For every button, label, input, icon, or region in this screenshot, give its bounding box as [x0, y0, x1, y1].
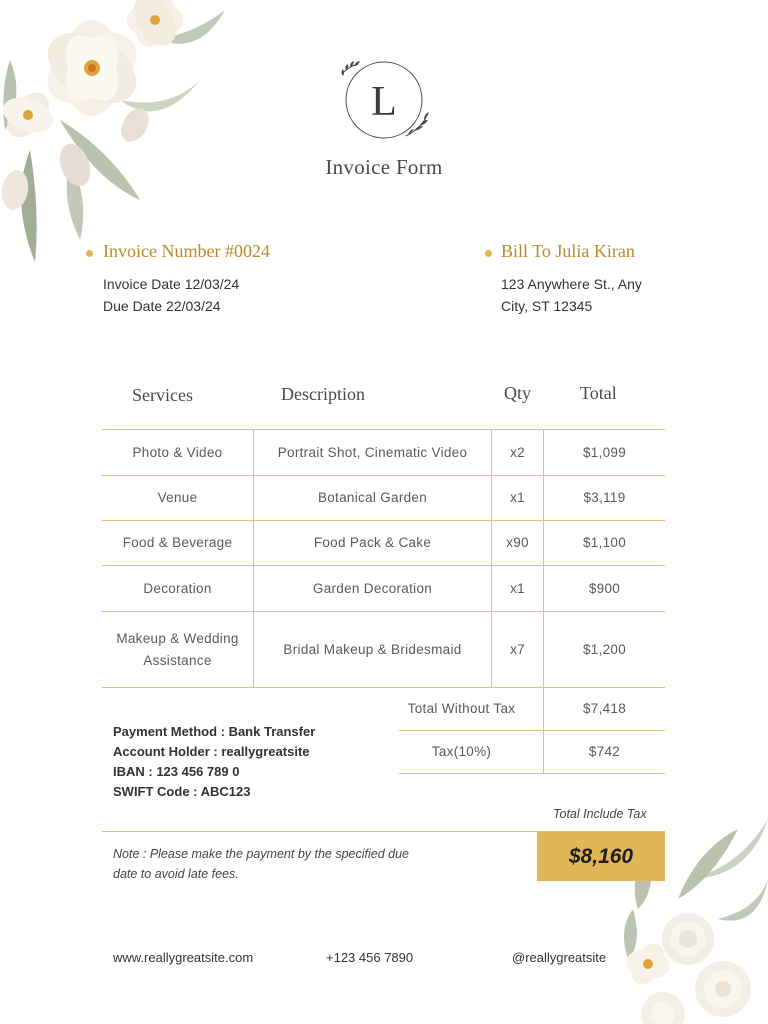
table-row-1-qty: x2: [510, 444, 525, 460]
header-qty: Qty: [504, 383, 531, 403]
table-row-3-description: Food Pack & Cake: [313, 535, 432, 550]
table-row-3-service: Food & Beverage: [122, 535, 233, 550]
footer-social: @reallygreatsite: [512, 950, 607, 965]
total-include-tax-label: Total Include Tax: [553, 807, 647, 821]
table-row-2-description: Botanical Garden: [317, 490, 428, 505]
bill-to-address-line2: City, ST 12345: [501, 298, 593, 314]
footer-website: www.reallygreatsite.com: [113, 950, 254, 965]
bill-to-name: Bill To Julia Kiran: [501, 241, 635, 261]
table-row-2-service: Venue: [157, 490, 198, 505]
logo: [340, 58, 432, 142]
subtotal-label: Total Without Tax: [407, 701, 516, 716]
table-row-4-total: $900: [588, 580, 621, 596]
page-title: Invoice Form: [325, 155, 443, 179]
header-description: Description: [281, 384, 365, 404]
table-row-1-total: $1,099: [582, 444, 627, 460]
due-date: Due Date 22/03/24: [103, 298, 221, 314]
invoice-number: Invoice Number #0024: [103, 241, 270, 261]
tax-label: Tax(10%): [431, 744, 492, 759]
table-row-5-qty: x7: [510, 641, 525, 657]
subtotal-value: $7,418: [582, 701, 627, 716]
bullet-dot-icon: [485, 250, 492, 257]
summary-rule: [399, 773, 665, 774]
table-row-1-service: Photo & Video: [132, 444, 223, 460]
table-row-2-total: $3,119: [583, 490, 626, 505]
table-row-4-service: Decoration: [143, 580, 212, 596]
account-holder: Account Holder : reallygreatsite: [113, 744, 310, 759]
grand-total: $8,160: [537, 832, 665, 881]
table-row-5-service: Makeup & Wedding Assistance: [116, 630, 239, 668]
tax-value: $742: [588, 744, 621, 759]
table-row-3-total: $1,100: [582, 535, 627, 550]
bill-to-address-line1: 123 Anywhere St., Any: [501, 276, 642, 292]
swift-code: SWIFT Code : ABC123: [113, 784, 251, 799]
table-row-2-qty: x1: [510, 490, 525, 505]
header-services: Services: [132, 385, 193, 405]
header-total: Total: [580, 383, 617, 403]
payment-details: [113, 722, 315, 802]
floral-decoration-top-left: [0, 0, 230, 270]
bullet-dot-icon: [86, 250, 93, 257]
footer-phone: +123 456 7890: [326, 950, 414, 965]
table-row-5-total: $1,200: [582, 641, 627, 657]
table-row-3-qty: x90: [506, 535, 529, 550]
table-row-4-qty: x1: [510, 580, 525, 596]
payment-method: Payment Method : Bank Transfer: [113, 724, 316, 739]
payment-note: Note : Please make the payment by the specified due date to avoid late fees.: [113, 847, 410, 881]
invoice-date: Invoice Date 12/03/24: [103, 276, 240, 292]
table-row-4-description: Garden Decoration: [312, 580, 433, 596]
table-row-1-description: Portrait Shot, Cinematic Video: [277, 444, 468, 460]
iban: IBAN : 123 456 789 0: [113, 764, 240, 779]
logo-letter: L: [371, 79, 397, 125]
table-row-5-description: Bridal Makeup & Bridesmaid: [283, 641, 462, 657]
